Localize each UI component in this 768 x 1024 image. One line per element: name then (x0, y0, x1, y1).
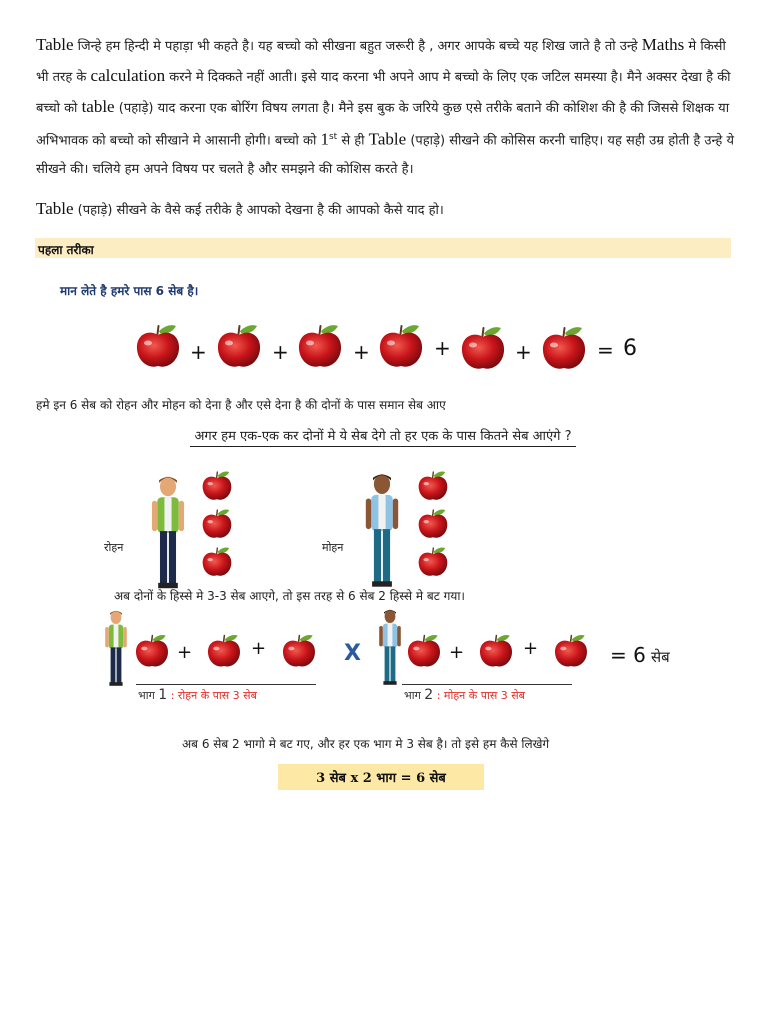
apple-icon (200, 543, 234, 579)
mohan-label: मोहन (322, 541, 344, 554)
term-table-4: Table (36, 199, 74, 218)
apple-icon (539, 318, 589, 376)
part2-underline (402, 684, 572, 685)
plus-sign: + (177, 642, 193, 663)
term-table-3: Table (368, 129, 407, 149)
apple-icon (477, 628, 515, 672)
part2-number: 2 (424, 687, 434, 703)
part2-caption (404, 687, 525, 703)
term-table: Table (36, 35, 74, 54)
apple-icon (133, 628, 171, 672)
plus-sign: + (190, 340, 207, 364)
intro-text-2: मे किसी भी तरह के (36, 39, 726, 85)
apple-icon (205, 628, 243, 672)
result-number: 6 (623, 336, 637, 361)
apple-sum-row (0, 316, 768, 380)
equals-sign: = (597, 338, 614, 362)
apple-icon (214, 316, 264, 374)
summary-text: अब 6 सेब 2 भागो मे बट गए, और हर एक भाग मे 3 सेब है। तो इसे हम कैसे लिखेगे (182, 737, 550, 751)
plus-sign: + (449, 642, 465, 663)
assumption-text: मान लेते है हमरे पास 6 सेब है। (60, 284, 199, 298)
apple-icon (416, 505, 450, 541)
intro-text-6: (पहाड़े) सीखने की कोसिस करनी चाहिए। यह सही उम्र होती है उन्हे ये सीखने की। चलिये हम अपने विषय पर चलते है और समझने की कोशिस करते है। (36, 133, 735, 178)
apple-icon (416, 467, 450, 503)
plus-sign: + (272, 340, 289, 364)
term-maths: Maths (641, 35, 685, 54)
rohan-figure (150, 474, 186, 590)
apple-icon (200, 505, 234, 541)
plus-sign: + (515, 340, 532, 364)
apple-icon (133, 316, 183, 374)
term-calculation: calculation (90, 66, 166, 85)
apple-icon (280, 628, 318, 672)
part1-underline (136, 684, 316, 685)
part2-label: भाग (404, 689, 421, 702)
rohan-label: रोहन (104, 541, 124, 554)
plus-sign: + (251, 638, 267, 659)
part1-label: भाग (138, 689, 155, 702)
intro-paragraph (36, 30, 736, 184)
intro2-text: (पहाड़े) सीखने के वैसे कई तरीके है आपको देखना है की आपको कैसे याद हो। (73, 203, 444, 218)
multiply-sign: X (344, 641, 361, 666)
apple-icon (295, 316, 345, 374)
split-note: अब दोनों के हिस्से मे 3-3 सेब आएगे, तो इस तरह से 6 सेब 2 हिस्से मे बट गया। (114, 589, 465, 603)
first-number: 1 (320, 129, 329, 149)
row2-unit: सेब (651, 648, 670, 666)
intro-text-4: (पहाड़े) याद करना एक बोरिंग विषय लगता है। मैने इस बुक के जरिये कुछ एसे तरीके बताने की कोशिश की है की जिससे शिक्षक या अभिभावक को बच्चो को सीखाने मे आसानी होगी। बच्चो को (36, 101, 730, 149)
first-superscript: st (328, 132, 338, 142)
rohan-small-figure (104, 608, 128, 688)
plus-sign: + (434, 336, 451, 360)
apple-icon (552, 628, 590, 672)
apple-icon (458, 318, 508, 376)
apple-icon (376, 316, 426, 374)
apple-icon (405, 628, 443, 672)
section-title: पहला तरीका (38, 243, 94, 257)
intro-text-1: जिन्हे हम हिन्दी मे पहाड़ा भी कहते है। यह बच्चो को सीखना बहुत जरूरी है , अगर आपके बच्चे यह शिख जाते है तो उन्हे (73, 39, 642, 54)
mohan-small-figure (378, 606, 402, 688)
intro-text-5: से ही (337, 133, 369, 149)
part2-note: : मोहन के पास 3 सेब (436, 689, 525, 702)
apple-icon (200, 467, 234, 503)
plus-sign: + (523, 638, 539, 659)
distribution-question: अगर हम एक-एक कर दोनों मे ये सेब देगे तो हर एक के पास कितने सेब आएंगे ? (190, 426, 576, 447)
intro-paragraph-2 (36, 194, 736, 225)
term-table-2: table (81, 97, 115, 116)
part1-note: : रोहन के पास 3 सेब (170, 689, 257, 702)
mohan-figure (364, 470, 400, 590)
apple-icon (416, 543, 450, 579)
row2-result: = 6 (610, 643, 646, 667)
intro-text-3: करने मे दिक्कते नहीं आती। इसे याद करना भी अपने आप मे बच्चो के लिए एक जटिल समस्या है। मैने अक्सर देखा है की बच्चो को (36, 70, 731, 116)
formula-text: 3 सेब x 2 भाग = 6 सेब (316, 771, 446, 786)
distribution-statement: हमे इन 6 सेब को रोहन और मोहन को देना है और एसे देना है की दोनों के पास समान सेब आए (36, 398, 446, 412)
section-highlight (35, 238, 731, 258)
part1-number: 1 (158, 687, 168, 703)
part1-caption (138, 687, 257, 703)
plus-sign: + (353, 340, 370, 364)
